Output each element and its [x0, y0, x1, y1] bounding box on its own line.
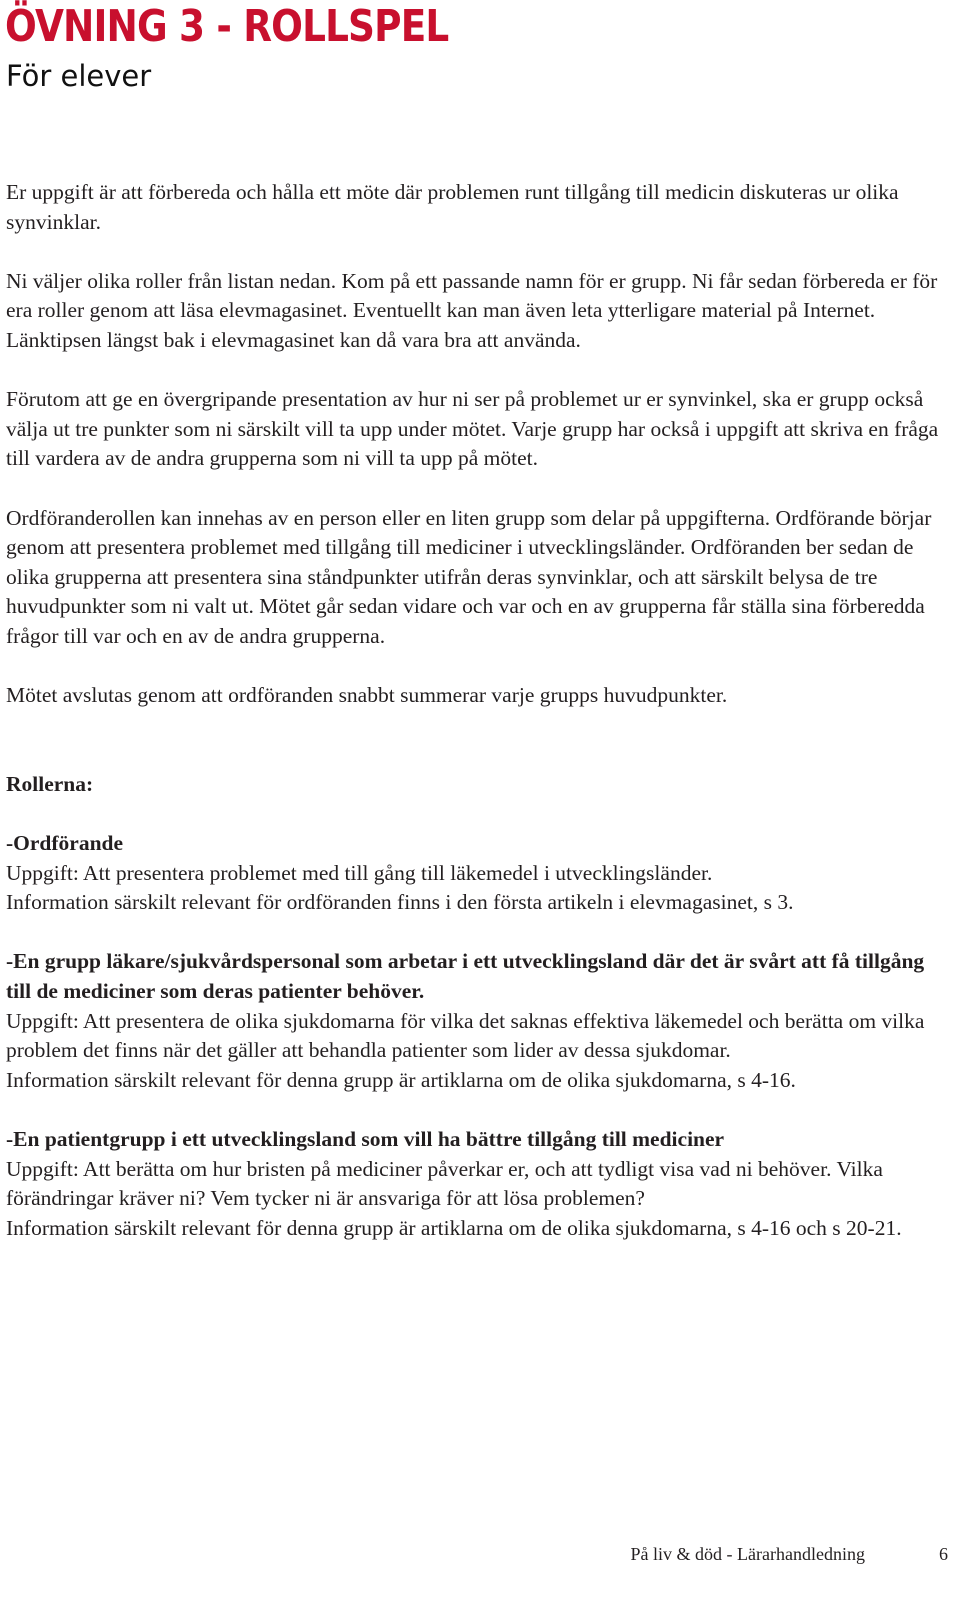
role-name: -Ordförande	[6, 831, 124, 856]
role-doctors	[6, 947, 946, 1095]
role-info: Information särskilt relevant för denna grupp är artiklarna om de olika sjukdomarna, s 4-16 och s 20-21.	[6, 1215, 902, 1240]
paragraph-closing: Mötet avslutas genom att ordföranden snabbt summerar varje grupps huvudpunkter.	[6, 683, 728, 708]
page-subtitle: För elever	[6, 59, 152, 93]
document-body	[6, 178, 946, 1273]
paragraph-intro: Er uppgift är att förbereda och hålla ett möte där problemen runt tillgång till medicin diskuteras ur olika synvinklar.	[6, 180, 899, 234]
role-task: Uppgift: Att presentera de olika sjukdomarna för vilka det saknas effektiva läkemedel och berätta om vilka problem det finns när det gäller att behandla patienter som lider av dessa sjukdomar.	[6, 1008, 925, 1063]
role-task: Uppgift: Att presentera problemet med till gång till läkemedel i utvecklingsländer.	[6, 860, 713, 885]
page-number: 6	[939, 1544, 948, 1564]
role-patients	[6, 1125, 946, 1243]
role-chair	[6, 829, 946, 918]
paragraph-presentation: Förutom att ge en övergripande presentation av hur ni ser på problemet ur er synvinkel, ska er grupp också välja ut tre punkter som ni särskilt vill ta upp under mötet. Varje grupp har också i uppgift att skriva en fråga till vardera av de andra grupperna som ni vill ta upp på mötet.	[6, 387, 939, 471]
role-name: -En grupp läkare/sjukvårdspersonal som arbetar i ett utvecklingsland där det är svårt att få tillgång till de mediciner som deras patienter behöver.	[6, 949, 925, 1004]
paragraph-roles-choice: Ni väljer olika roller från listan nedan. Kom på ett passande namn för er grupp. Ni får sedan förbereda er för era roller genom att läsa elevmagasinet. Eventuellt kan man även leta ytterligare material på Internet. Länktipsen längst bak i elevmagasinet kan då vara bra att använda.	[6, 268, 938, 352]
page-footer	[0, 1542, 960, 1572]
role-info: Information särskilt relevant för ordföranden finns i den första artikeln i elevmagasinet, s 3.	[6, 890, 794, 915]
role-name: -En patientgrupp i ett utvecklingsland som vill ha bättre tillgång till mediciner	[6, 1127, 725, 1151]
role-task: Uppgift: Att berätta om hur bristen på mediciner påverkar er, och att tydligt visa vad ni behöver. Vilka förändringar kräver ni? Vem tycker ni är ansvariga för att lösa problemen?	[6, 1156, 883, 1211]
footer-text: På liv & död - Lärarhandledning	[630, 1544, 865, 1564]
role-info: Information särskilt relevant för denna grupp är artiklarna om de olika sjukdomarna, s 4-16.	[6, 1067, 796, 1092]
page-title: ÖVNING 3 - ROLLSPEL	[5, 1, 449, 52]
roles-heading: Rollerna:	[6, 771, 94, 796]
paragraph-chair: Ordföranderollen kan innehas av en person eller en liten grupp som delar på uppgifterna. Ordförande börjar genom att presentera problemet med tillgång till mediciner i utvecklingsländer. Ordföranden ber sedan de olika grupperna att presentera sina ståndpunkter utifrån deras synvinklar, och att särskilt belysa de tre huvudpunkter som ni valt ut. Mötet går sedan vidare och var och en av grupperna får ställa sina förberedda frågor till var och en av de andra grupperna.	[6, 505, 932, 648]
